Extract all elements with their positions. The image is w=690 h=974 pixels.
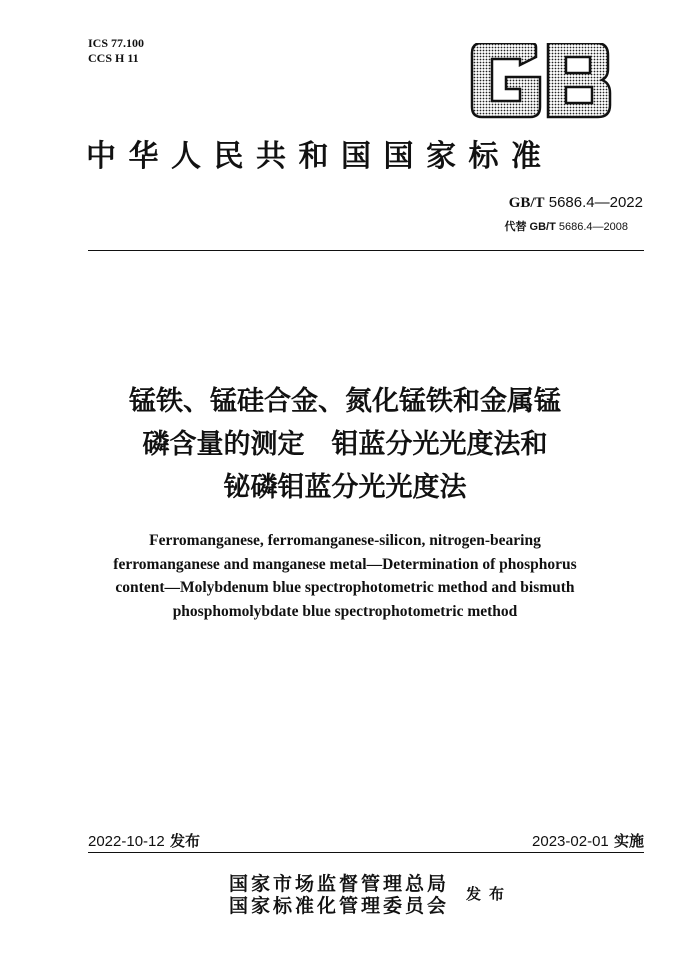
issue-date xyxy=(88,830,200,851)
chinese-title-line: 铋磷钼蓝分光光度法 xyxy=(223,472,467,503)
implementation-date-label: 实施 xyxy=(608,832,644,850)
chinese-title xyxy=(40,380,650,509)
ccs-code: CCS H 11 xyxy=(88,51,139,65)
standard-number-prefix: GB/T xyxy=(508,195,545,211)
replaces-number: 5686.4—2008 xyxy=(555,221,628,233)
gb-logo-icon xyxy=(470,43,612,119)
english-title-line: content—Molybdenum blue spectrophotometric method and bismuth xyxy=(115,579,575,596)
english-title xyxy=(40,529,650,623)
replaces-label: 代替 xyxy=(504,221,527,233)
implementation-date-value: 2023-02-01 xyxy=(532,833,609,850)
issue-date-label: 发布 xyxy=(164,832,200,850)
standard-number xyxy=(509,194,643,212)
chinese-title-line: 锰铁、锰硅合金、氮化锰铁和金属锰 xyxy=(129,386,561,417)
english-title-line: phosphomolybdate blue spectrophotometric method xyxy=(172,602,518,620)
issue-word: 发布 xyxy=(466,885,513,903)
issuer-name: 国家市场监督管理总局 xyxy=(229,873,450,895)
issue-date-value: 2022-10-12 xyxy=(88,833,165,850)
issuing-authorities xyxy=(229,873,449,917)
classification-codes xyxy=(88,36,144,66)
chinese-title-line: 磷含量的测定 钼蓝分光光度法和 xyxy=(142,429,548,460)
standard-number-value: 5686.4—2022 xyxy=(544,194,643,211)
gb-logo xyxy=(470,43,612,119)
issuer-name: 国家标准化管理委员会 xyxy=(229,895,450,917)
top-divider xyxy=(88,250,644,251)
bottom-divider xyxy=(88,852,644,853)
english-title-line: ferromanganese and manganese metal—Determination of phosphorus xyxy=(113,555,577,573)
ics-code: ICS 77.100 xyxy=(88,36,145,50)
implementation-date xyxy=(532,830,644,851)
replaces-standard xyxy=(504,218,628,234)
national-standard-title: 中华人民共和国国家标准 xyxy=(86,139,554,174)
replaces-prefix: GB/T xyxy=(526,221,556,233)
english-title-line: Ferromanganese, ferromanganese-silicon, nitrogen-bearing xyxy=(149,532,541,549)
